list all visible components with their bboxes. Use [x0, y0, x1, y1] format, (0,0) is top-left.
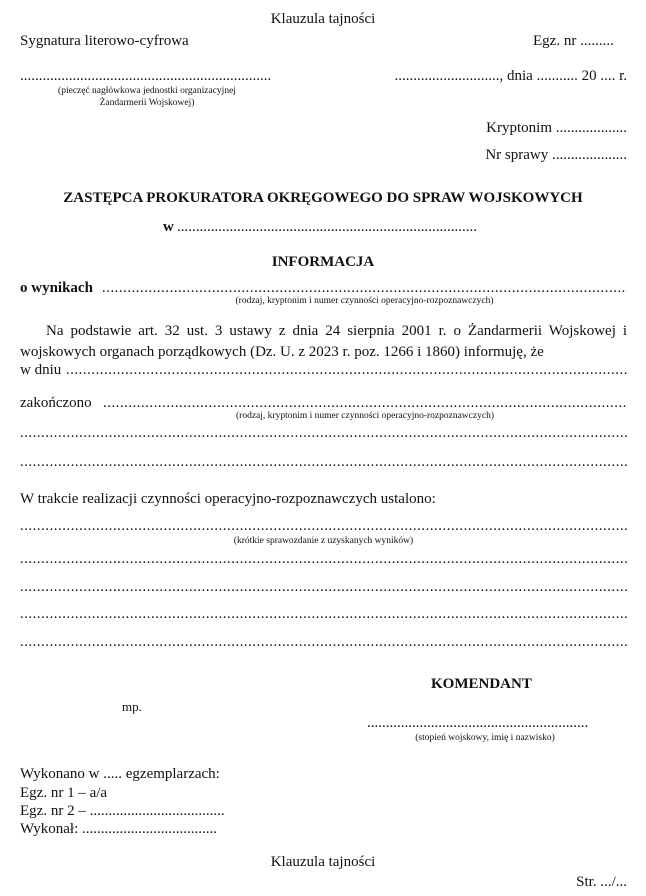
findings-dotted-line-1 — [20, 519, 627, 534]
signature-label: Sygnatura literowo-cyfrowa — [20, 33, 189, 49]
addressee-in-prefix: w — [163, 219, 174, 235]
document-heading: INFORMACJA — [271, 254, 375, 270]
stamp-line: ................................................................... — [20, 68, 272, 84]
classification-top: Klauzula tajności — [270, 11, 376, 27]
results-label: o wynikach — [20, 280, 93, 296]
findings-intro: W trakcie realizacji czynności operacyjno-rozpoznawczych ustalono: — [20, 491, 436, 507]
signature-caption: (stopień wojskowy, imię i nazwisko) — [415, 733, 555, 743]
cryptonym-field: Kryptonim ................... — [486, 120, 627, 136]
copy-2: Egz. nr 2 – .................................... — [20, 803, 225, 819]
classification-bottom: Klauzula tajności — [270, 854, 376, 870]
seal-mark: mp. — [122, 699, 142, 714]
completed-label: zakończono — [20, 395, 92, 411]
copy-1: Egz. nr 1 – a/a — [20, 785, 108, 801]
on-day-dotted-line — [66, 363, 627, 378]
addressee-title: ZASTĘPCA PROKURATORA OKRĘGOWEGO DO SPRAW WOJSKOWYCH — [63, 190, 583, 206]
findings-caption: (krótkie sprawozdanie z uzyskanych wyników) — [233, 536, 414, 546]
completed-dotted-line — [103, 396, 627, 411]
addressee-in-line: ................................................................................ — [177, 219, 477, 235]
findings-dotted-line-2 — [20, 552, 627, 567]
completed-dotted-line-3 — [20, 455, 627, 470]
date-line: ............................, dnia ........... 20 .... r. — [394, 68, 627, 84]
findings-dotted-line-5 — [20, 635, 627, 650]
results-dotted-line — [102, 281, 627, 296]
completed-dotted-line-2 — [20, 426, 627, 441]
on-day-label: w dniu — [20, 362, 62, 378]
findings-dotted-line-4 — [20, 607, 627, 622]
page-number: Str. .../... — [576, 874, 627, 890]
signature-line: ........................................................... — [367, 715, 589, 731]
case-number-field: Nr sprawy .................... — [485, 147, 627, 163]
stamp-caption-line1: (pieczęć nagłówkowa jednostki organizacyjnej — [58, 86, 236, 96]
completed-caption: (rodzaj, kryptonim i numer czynności operacyjno-rozpoznawczych) — [236, 411, 494, 421]
results-caption: (rodzaj, kryptonim i numer czynności operacyjno-rozpoznawczych) — [235, 296, 494, 306]
findings-dotted-line-3 — [20, 580, 627, 595]
signature-role: KOMENDANT — [431, 676, 532, 692]
stamp-caption-line2: Żandarmerii Wojskowej) — [99, 98, 195, 108]
copy-number: Egz. nr ......... — [533, 33, 614, 49]
copies-made: Wykonano w ..... egzemplarzach: — [20, 766, 220, 782]
legal-basis-paragraph: Na podstawie art. 32 ust. 3 ustawy z dnia 24 sierpnia 2001 r. o Żandarmerii Wojskowej i wojskowych organach porządkowych (Dz. U. z 2023 r. poz. 1266 i 1860) informuję, że — [20, 323, 627, 360]
made-by: Wykonał: .................................... — [20, 821, 217, 837]
